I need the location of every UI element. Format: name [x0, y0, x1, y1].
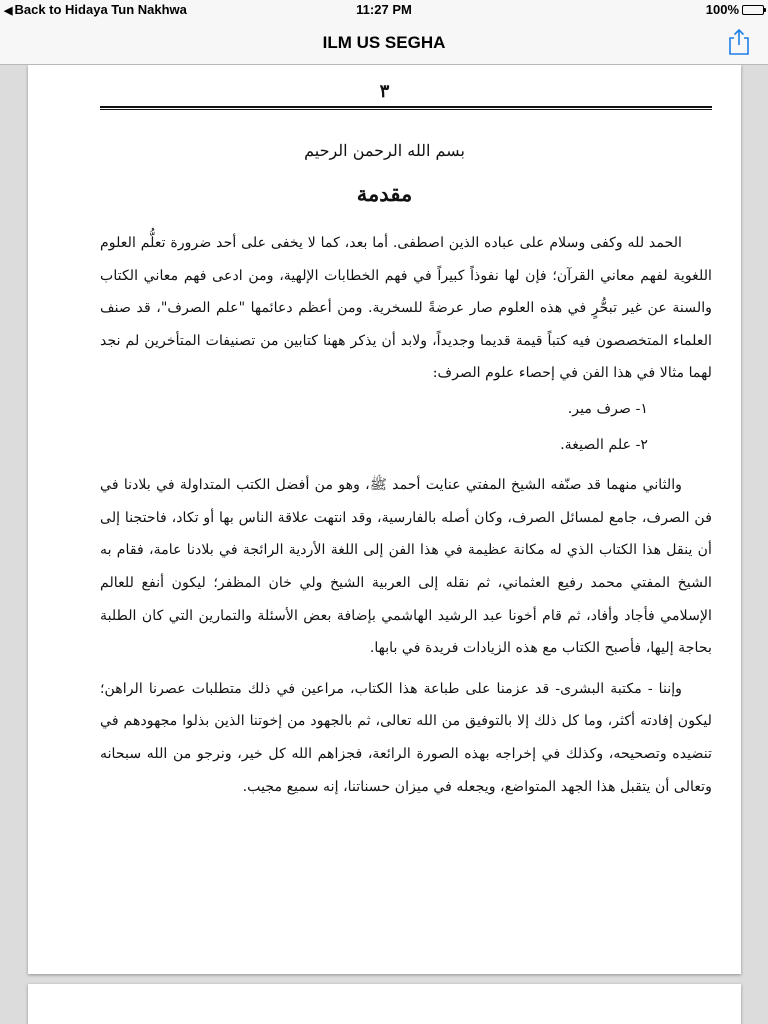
list-item: ٢- علم الصيغة. [560, 436, 648, 453]
page-number: ٣ [379, 81, 390, 102]
paragraph-intro: الحمد لله وكفى وسلام على عباده الذين اصطفى. أما بعد، كما لا يخفى على أحد ضرورة تعلُّم العلوم اللغوية لفهم معاني القرآن؛ فإن لها نفوذاً كبيراً في فهم الخطابات الإلهية، ومن ادعى فهم معاني الكتاب والسنة عن غير تبحُّرٍ في هذه العلوم صار عرضةً للسخرية. ومن أعظم دعائمها "علم الصرف"، قد صنف العلماء المتخصصون فيه كتباً قيمة قديما وجديداً، ولابد أن يذكر ههنا كتابين من تصنيفات المتأخرين لم نجد لهما مثالا في هذا الفن في إحصاء علوم الصرف: [100, 235, 712, 382]
document-viewer[interactable] [0, 65, 768, 1024]
document-title: ILM US SEGHA [322, 33, 446, 52]
battery-icon [742, 5, 764, 15]
page-heading: مقدمة [356, 181, 413, 206]
status-bar [0, 0, 768, 20]
document-body [100, 227, 712, 803]
bismillah: بسم الله الرحمن الرحيم [304, 141, 465, 160]
back-to-app-label: Back to Hidaya Tun Nakhwa [14, 2, 187, 17]
paragraph-second-book: والثاني منهما قد صنّفه الشيخ المفتي عنايت أحمد ﷺ، وهو من أفضل الكتب المتداولة في بلادنا في فن الصرف، جامع لمسائل الصرف، وكان أصله بالفارسية، وقد انتهت علاقة الناس بها أو تكاد، فاحتجنا إلى أن ينقل هذا الكتاب الذي له مكانة عظيمة في هذا الفن إلى اللغة الأردية الرائجة في بلادنا عامة، فقام به الشيخ المفتي محمد رفيع العثماني، ثم نقله إلى العربية الشيخ ولي خان المظفر؛ ليكون أنفع للعالم الإسلامي فأجاد وأفاد، ثم قام أخونا عبد الرشيد الهاشمي بإضافة بعض الأسئلة والتمارين التي كان الطلبة بحاجة إليها، فأصبح الكتاب مع هذه الزيادات فريدة في بابها. [100, 477, 712, 657]
list-item: ١- صرف مير. [567, 400, 648, 417]
share-icon [726, 28, 752, 56]
back-arrow-icon: ◀ [4, 5, 13, 17]
paragraph-publisher: وإننا - مكتبة البشرى- قد عزمنا على طباعة هذا الكتاب، مراعين في ذلك متطلبات عصرنا الراهن؛ ليكون إفادته أكثر، وما كل ذلك إلا بالتوفيق من الله تعالى، ثم بالجهود من إخوتنا الذين بذلوا مجهودهم في تنضيده وتصحيحه، وكذلك في إخراجه بهذه الصورة الرائعة، فجزاهم الله كل خير، ونرجو من الله سبحانه وتعالى أن يتقبل هذا الجهد المتواضع، ويجعله في ميزان حسناتنا، إنه سميع مجيب. [100, 680, 712, 795]
battery-percentage: 100% [705, 2, 739, 17]
header-rule [100, 106, 712, 110]
clock: 11:27 PM [356, 2, 412, 17]
back-to-app-link[interactable] [4, 2, 187, 17]
battery-status [706, 2, 764, 17]
navigation-bar [0, 20, 768, 65]
document-page[interactable] [28, 65, 741, 974]
next-document-page[interactable] [28, 984, 741, 1024]
share-button[interactable] [726, 28, 752, 56]
